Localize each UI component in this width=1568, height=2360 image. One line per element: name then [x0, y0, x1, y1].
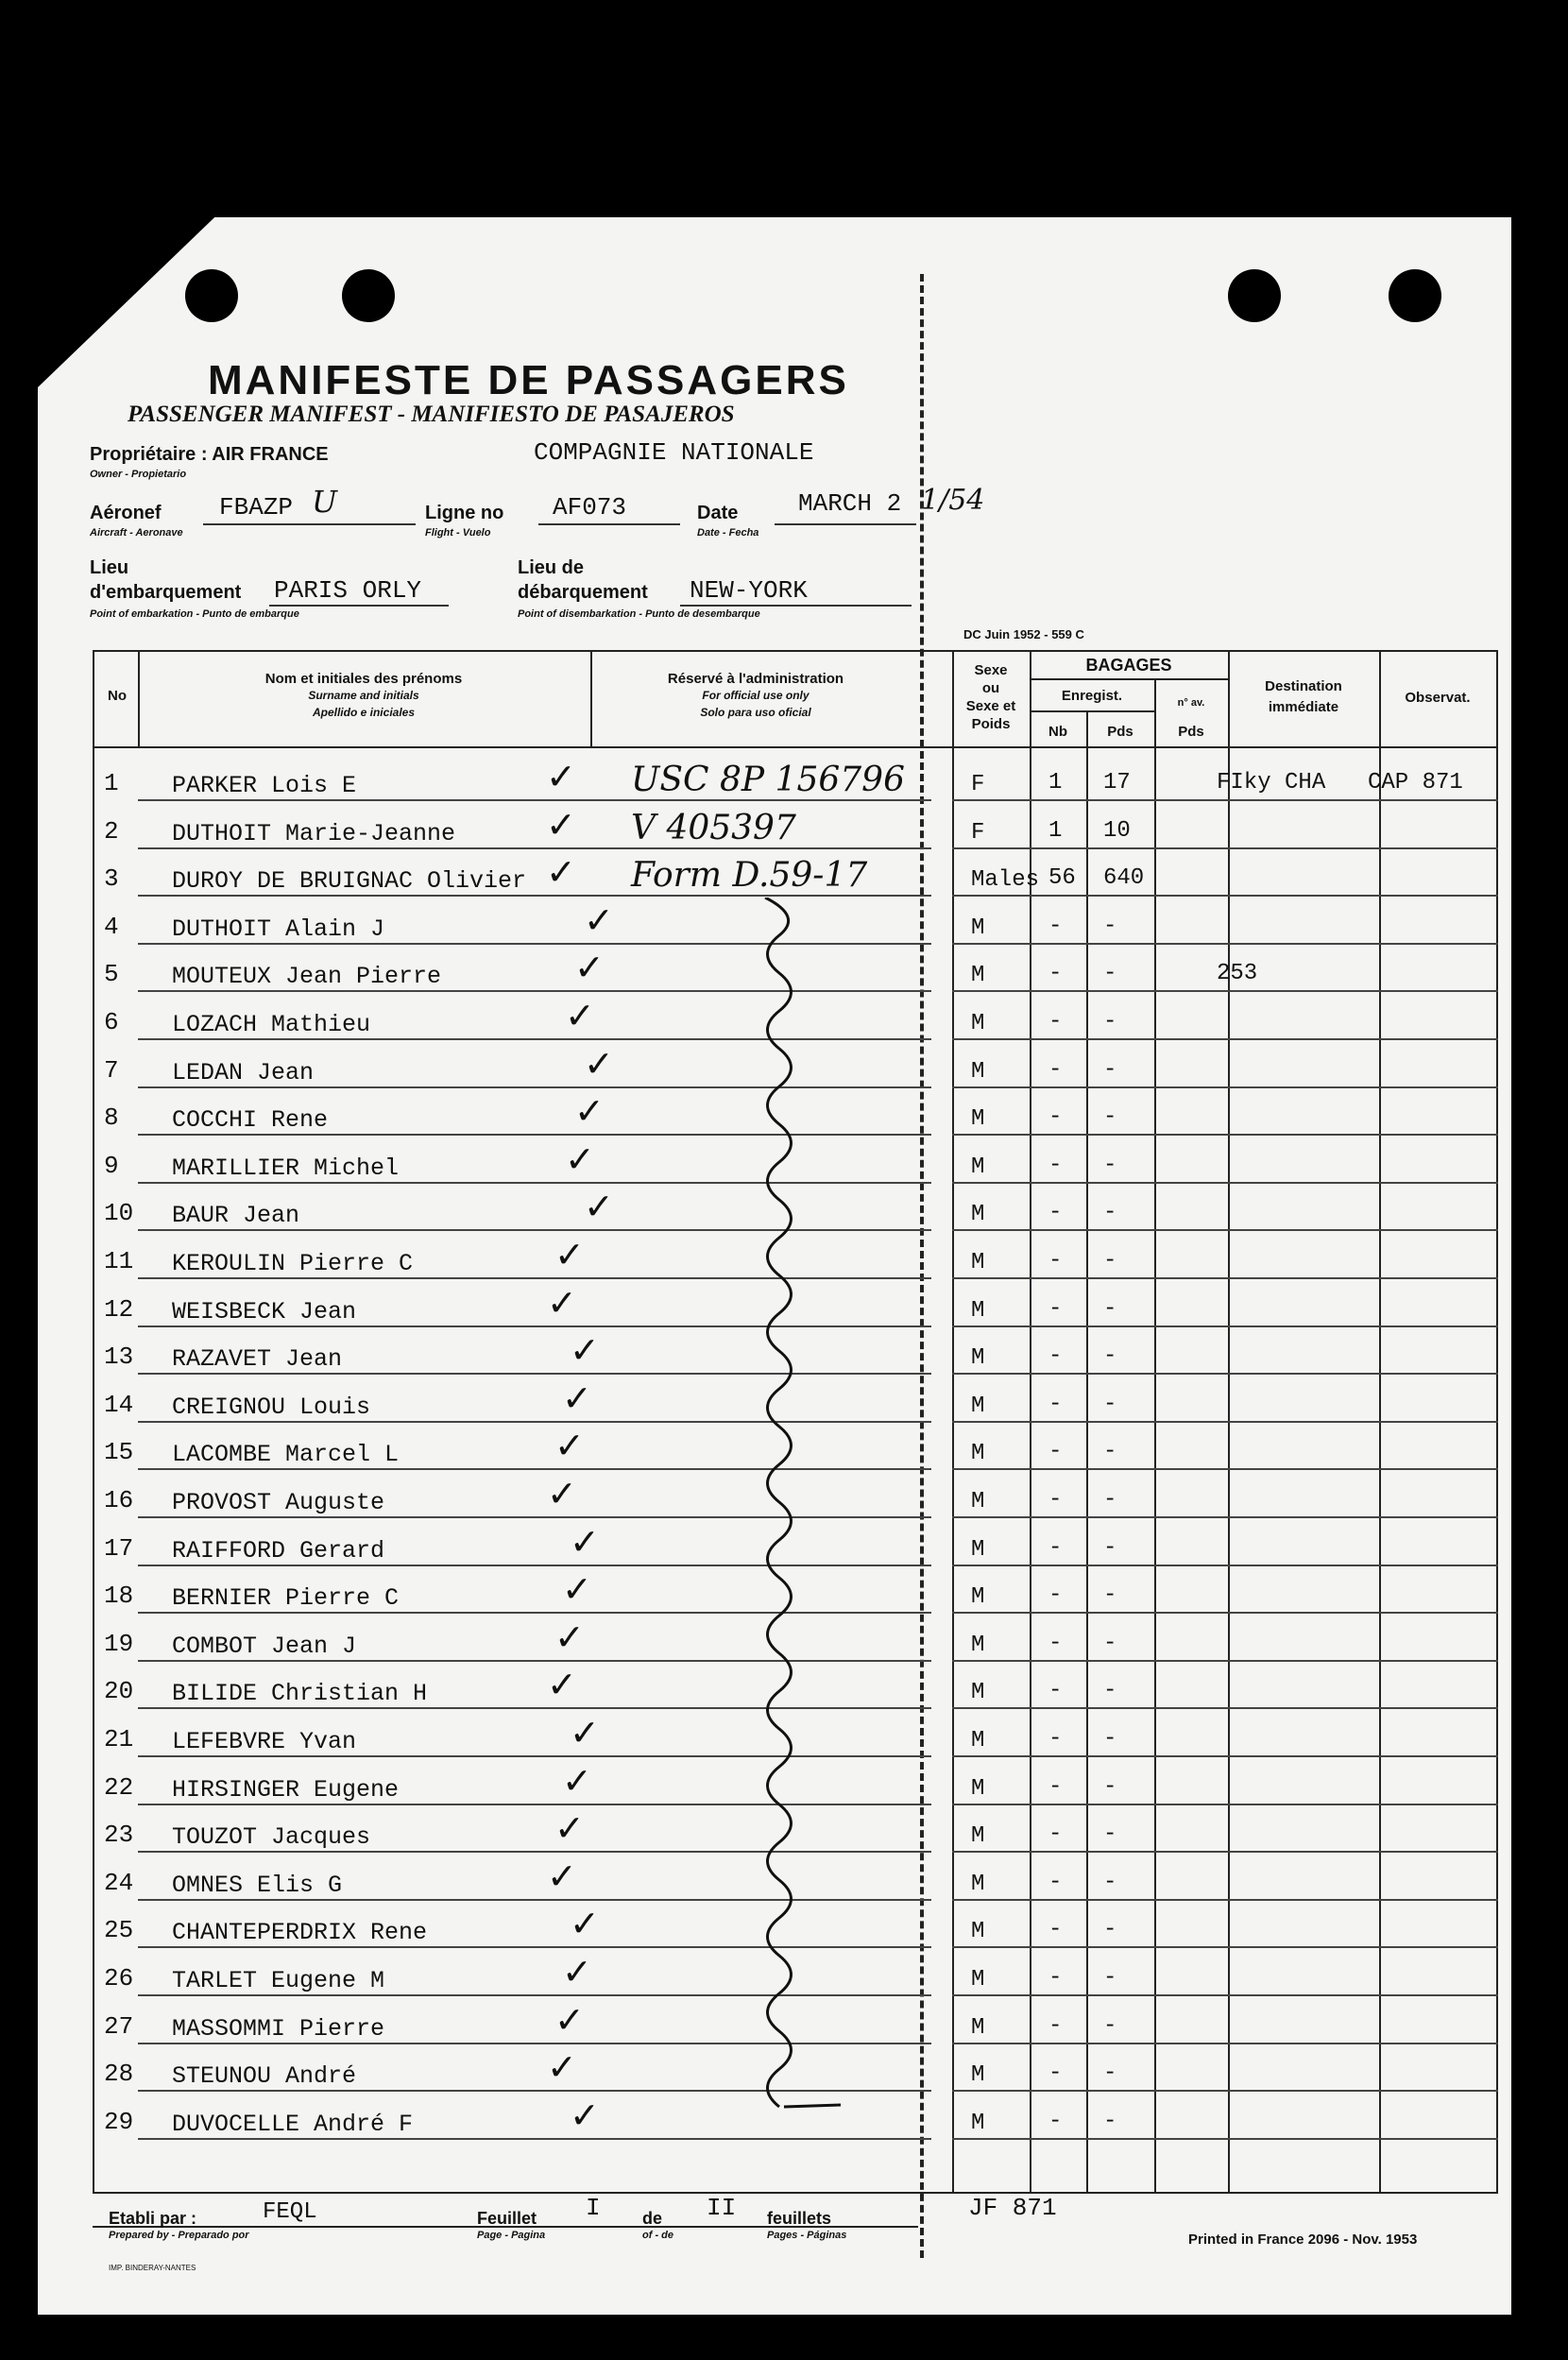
embark-label-2: d'embarquement: [90, 582, 242, 603]
row-number: 25: [104, 1916, 134, 1945]
aircraft-label: Aéronef: [90, 503, 162, 523]
row-number: 3: [104, 864, 119, 894]
sheet-sub: Page - Pagina: [477, 2230, 546, 2241]
passenger-name: LOZACH Mathieu: [172, 1011, 371, 1038]
passenger-name: COMBOT Jean J: [172, 1632, 357, 1660]
admin-note: V 405397: [631, 808, 796, 847]
passenger-name: MASSOMMI Pierre: [172, 2014, 385, 2043]
check-mark: ✓: [565, 995, 595, 1036]
passenger-name: DUROY DE BRUIGNAC Olivier: [172, 867, 527, 896]
check-mark: ✓: [574, 947, 605, 989]
baggage-count: -: [1048, 1582, 1063, 1609]
passenger-name: RAIFFORD Gerard: [172, 1536, 385, 1565]
form-reference: DC Juin 1952 - 559 C: [963, 627, 1084, 641]
col-divider: [138, 650, 140, 746]
col-header-nb: Nb: [1048, 724, 1067, 740]
prepared-label: Etabli par :: [109, 2209, 197, 2228]
embark-label-1: Lieu: [90, 557, 129, 578]
passenger-name: HIRSINGER Eugene: [172, 1775, 400, 1804]
col-header-sex-4: Poids: [971, 716, 1011, 732]
row-number: 28: [104, 2060, 134, 2089]
observation: CAP 871: [1368, 770, 1463, 795]
baggage-weight: -: [1103, 1917, 1117, 1943]
col-header-sex: [952, 661, 1030, 733]
baggage-weight: -: [1103, 1009, 1117, 1035]
of-value: II: [707, 2194, 737, 2222]
passenger-sex: M: [971, 1584, 985, 1611]
col-header-admin-es: Solo para uso oficial: [700, 706, 811, 719]
baggage-count: -: [1048, 1056, 1063, 1083]
passenger-sex: M: [971, 1154, 985, 1180]
passenger-sex: M: [971, 1823, 985, 1850]
baggage-count: -: [1048, 1343, 1063, 1370]
row-underline: [138, 2138, 931, 2140]
passenger-name: LACOMBE Marcel L: [172, 1441, 400, 1469]
passenger-sex: M: [971, 1106, 985, 1133]
baggage-weight: -: [1103, 2108, 1117, 2134]
row-number: 10: [104, 1199, 134, 1228]
check-mark: ✓: [565, 1137, 595, 1180]
disembark-underline: [680, 605, 912, 607]
continuation-wave: [737, 898, 860, 2126]
passenger-name: TARLET Eugene M: [172, 1967, 385, 1994]
row-number: 7: [104, 1055, 119, 1085]
row-number: 23: [104, 1821, 134, 1850]
passenger-name: COCCHI Rene: [172, 1106, 329, 1135]
baggage-count: -: [1048, 2061, 1063, 2087]
passenger-name: BILIDE Christian H: [172, 1680, 428, 1708]
passenger-sex: M: [971, 1058, 985, 1085]
passenger-name: CHANTEPERDRIX Rene: [172, 1919, 428, 1947]
passenger-sex: F: [971, 819, 985, 846]
baggage-count: -: [1048, 1534, 1063, 1561]
baggage-weight: -: [1103, 1582, 1117, 1609]
check-mark: ✓: [562, 1377, 592, 1419]
baggage-count: -: [1048, 1630, 1063, 1656]
check-mark: ✓: [547, 1664, 577, 1706]
check-mark: ✓: [562, 1759, 592, 1802]
col-header-admin-en: For official use only: [702, 689, 810, 702]
baggage-count: 1: [1048, 817, 1063, 844]
printed-note: Printed in France 2096 - Nov. 1953: [1188, 2232, 1418, 2248]
baggage-count: -: [1048, 1726, 1063, 1752]
row-number: 1: [104, 769, 119, 797]
check-mark: ✓: [554, 1234, 585, 1275]
check-mark: ✓: [547, 1281, 577, 1324]
col-header-sex-1: Sexe: [974, 662, 1008, 678]
passenger-sex: M: [971, 2110, 985, 2136]
admin-note: Form D.59-17: [631, 856, 868, 896]
baggage-count: -: [1048, 1152, 1063, 1178]
row-number: 20: [104, 1677, 134, 1706]
col-header-extra: n° av.: [1177, 697, 1205, 709]
passenger-name: PARKER Lois E: [172, 772, 357, 799]
baggage-weight: -: [1103, 1152, 1117, 1178]
baggage-count: -: [1048, 913, 1063, 939]
row-number: 29: [104, 2107, 134, 2136]
check-mark: ✓: [547, 1855, 577, 1897]
col-header-name: [142, 671, 586, 721]
baggage-count: -: [1048, 1869, 1063, 1895]
aircraft-handwritten: U: [312, 484, 337, 520]
punch-hole: [1228, 269, 1281, 322]
baggage-count: 1: [1048, 770, 1063, 795]
check-mark: ✓: [570, 1520, 600, 1563]
aircraft-underline: [203, 523, 416, 525]
col-header-admin: [595, 671, 916, 721]
baggage-weight: 17: [1103, 770, 1131, 795]
passenger-sex: M: [971, 1632, 985, 1658]
passenger-sex: M: [971, 1680, 985, 1706]
date-label: Date: [697, 503, 739, 523]
check-mark: ✓: [554, 1425, 585, 1467]
check-mark: ✓: [562, 1568, 592, 1611]
baggage-weight: -: [1103, 1965, 1117, 1991]
baggage-count: -: [1048, 1821, 1063, 1848]
date-handwritten: 1/54: [921, 484, 985, 517]
row-number: 12: [104, 1294, 134, 1324]
col-header-destination: [1228, 676, 1379, 718]
owner-sub: Owner - Propietario: [90, 469, 187, 480]
prepared-sub: Prepared by - Preparado por: [109, 2230, 249, 2241]
baggage-weight: -: [1103, 1821, 1117, 1848]
passenger-name: RAZAVET Jean: [172, 1345, 343, 1374]
passenger-sex: M: [971, 1441, 985, 1467]
flight-label: Ligne no: [425, 503, 504, 523]
baggage-count: -: [1048, 1295, 1063, 1322]
embark-underline: [269, 605, 449, 607]
baggage-count: -: [1048, 2108, 1063, 2134]
baggage-weight: -: [1103, 2061, 1117, 2087]
baggage-weight: -: [1103, 913, 1117, 939]
passenger-sex: M: [971, 1345, 985, 1372]
col-header-dest-1: Destination: [1265, 678, 1342, 694]
passenger-name: LEFEBVRE Yvan: [172, 1728, 357, 1755]
row-number: 16: [104, 1486, 134, 1514]
baggage-count: -: [1048, 1104, 1063, 1131]
passenger-name: WEISBECK Jean: [172, 1297, 357, 1325]
table-header-border: [93, 746, 1498, 748]
col-header-observations: Observat.: [1405, 690, 1471, 706]
baggage-count: -: [1048, 1678, 1063, 1704]
table-top-border: [93, 650, 1498, 652]
row-number: 6: [104, 1008, 119, 1036]
passenger-name: LEDAN Jean: [172, 1058, 315, 1086]
baggage-count: -: [1048, 1248, 1063, 1274]
col-header-name-fr: Nom et initiales des prénoms: [264, 671, 463, 687]
row-number: 13: [104, 1342, 134, 1372]
row-number: 11: [104, 1247, 134, 1275]
baggage-header-border: [1030, 678, 1228, 680]
passenger-name: MOUTEUX Jean Pierre: [172, 963, 442, 991]
passenger-sex: M: [971, 2014, 985, 2041]
passenger-sex: M: [971, 1250, 985, 1275]
baggage-count: -: [1048, 1200, 1063, 1226]
baggage-count: -: [1048, 1487, 1063, 1513]
row-number: 5: [104, 960, 119, 989]
row-number: 18: [104, 1582, 134, 1611]
baggage-count: -: [1048, 1391, 1063, 1417]
date-sub: Date - Fecha: [697, 527, 759, 539]
baggage-count: 56: [1048, 865, 1076, 892]
passenger-name: MARILLIER Michel: [172, 1154, 400, 1182]
manifest-subtitle: PASSENGER MANIFEST - MANIFIESTO DE PASAJEROS: [128, 402, 735, 427]
baggage-weight: -: [1103, 1056, 1117, 1083]
row-number: 2: [104, 816, 119, 846]
col-header-num: No: [108, 688, 127, 704]
baggage-weight: -: [1103, 1726, 1117, 1752]
passenger-sex: M: [971, 915, 985, 941]
row-number: 22: [104, 1772, 134, 1802]
flight-underline: [538, 523, 680, 525]
passenger-name: CREIGNOU Louis: [172, 1393, 371, 1421]
table-row: [93, 847, 1498, 897]
passenger-name: STEUNOU André: [172, 2062, 357, 2091]
col-header-sex-3: Sexe et: [965, 698, 1016, 714]
passenger-sex: M: [971, 1775, 985, 1802]
passenger-sex: F: [971, 772, 985, 797]
disembark-sub: Point of disembarkation - Punto de desembarque: [518, 608, 760, 620]
passenger-sex: M: [971, 1871, 985, 1897]
check-mark: ✓: [574, 1090, 605, 1133]
baggage-weight: -: [1103, 1200, 1117, 1226]
of-label: de: [642, 2209, 663, 2228]
col-header-sex-2: ou: [981, 680, 1000, 696]
passenger-sex: M: [971, 1536, 985, 1563]
check-mark: ✓: [562, 1951, 592, 1992]
destination: 253: [1217, 961, 1258, 987]
baggage-weight: -: [1103, 1869, 1117, 1895]
aircraft-value: FBAZP: [219, 493, 294, 522]
col-header-name-es: Apellido e iniciales: [312, 706, 416, 719]
check-mark: ✓: [547, 2046, 577, 2089]
disembark-label-1: Lieu de: [518, 557, 585, 578]
punch-hole: [185, 269, 238, 322]
manifest-title: MANIFESTE DE PASSAGERS: [208, 357, 849, 403]
col-header-baggage: BAGAGES: [1085, 656, 1172, 675]
prepared-value: FEQL: [263, 2199, 317, 2225]
passenger-sex: Males: [971, 867, 1040, 894]
sheet-value: I: [586, 2194, 601, 2222]
passenger-name: BERNIER Pierre C: [172, 1584, 400, 1613]
row-number: 24: [104, 1868, 134, 1897]
baggage-weight: -: [1103, 1534, 1117, 1561]
punch-hole: [1389, 269, 1441, 322]
col-header-dest-2: immédiate: [1268, 699, 1339, 715]
passenger-sex: M: [971, 1202, 985, 1228]
check-mark: ✓: [570, 1329, 600, 1372]
baggage-count: -: [1048, 1439, 1063, 1465]
admin-note: USC 8P 156796: [631, 761, 905, 799]
row-number: 9: [104, 1151, 119, 1180]
embark-sub: Point of embarkation - Punto de embarque: [90, 608, 299, 620]
row-number: 17: [104, 1533, 134, 1563]
aircraft-sub: Aircraft - Aeronave: [90, 527, 183, 539]
disembark-label-2: débarquement: [518, 582, 648, 603]
row-number: 21: [104, 1725, 134, 1753]
row-number: 8: [104, 1103, 119, 1133]
baggage-weight: -: [1103, 1391, 1117, 1417]
baggage-weight: -: [1103, 2012, 1117, 2039]
baggage-count: -: [1048, 2012, 1063, 2039]
baggage-weight: -: [1103, 1248, 1117, 1274]
baggage-weight: -: [1103, 1343, 1117, 1370]
passenger-sex: M: [971, 1967, 985, 1992]
baggage-weight: -: [1103, 1630, 1117, 1656]
passenger-sex: M: [971, 963, 985, 989]
passenger-name: DUTHOIT Alain J: [172, 915, 385, 943]
baggage-weight: 10: [1103, 817, 1131, 844]
row-number: 14: [104, 1390, 134, 1419]
passenger-name: TOUZOT Jacques: [172, 1823, 371, 1852]
passenger-sex: M: [971, 1393, 985, 1419]
passenger-name: BAUR Jean: [172, 1202, 300, 1230]
sheets-label: feuillets: [767, 2209, 832, 2228]
printer-note: IMP. BINDERAY-NANTES: [109, 2264, 196, 2272]
check-mark: ✓: [554, 1807, 585, 1850]
check-mark: ✓: [570, 2094, 600, 2136]
flight-note: JF 871: [968, 2194, 1057, 2222]
passenger-sex: M: [971, 1728, 985, 1753]
baggage-weight: -: [1103, 961, 1117, 987]
passenger-sex: M: [971, 1011, 985, 1036]
baggage-weight: -: [1103, 1295, 1117, 1322]
row-number: 4: [104, 912, 119, 941]
check-mark: ✓: [554, 1998, 585, 2041]
check-mark: ✓: [570, 1712, 600, 1753]
row-number: 27: [104, 2011, 134, 2041]
baggage-count: -: [1048, 1917, 1063, 1943]
date-value: MARCH 2: [798, 489, 902, 518]
baggage-weight: -: [1103, 1487, 1117, 1513]
passenger-sex: M: [971, 2062, 985, 2089]
baggage-weight: 640: [1103, 865, 1145, 892]
passenger-sex: M: [971, 1919, 985, 1945]
row-underline-right: [952, 2138, 1498, 2140]
passenger-sex: M: [971, 1297, 985, 1324]
col-header-name-en: Surname and initials: [308, 689, 419, 702]
date-underline: [775, 523, 916, 525]
col-header-registered: Enregist.: [1061, 688, 1123, 704]
check-mark: ✓: [547, 1473, 577, 1514]
passenger-name: DUVOCELLE André F: [172, 2110, 414, 2138]
sheet-label: Feuillet: [477, 2209, 537, 2228]
check-mark: ✓: [584, 1042, 614, 1085]
table-row: [93, 752, 1498, 801]
sheets-sub: Pages - Páginas: [767, 2230, 847, 2241]
passenger-name: PROVOST Auguste: [172, 1489, 385, 1516]
registered-header-border: [1030, 710, 1154, 712]
table-row: [93, 800, 1498, 849]
row-number: 19: [104, 1629, 134, 1658]
punch-hole: [342, 269, 395, 322]
destination: FIky CHA: [1217, 770, 1326, 795]
check-mark: ✓: [584, 898, 614, 941]
check-mark: ✓: [584, 1186, 614, 1228]
of-sub: of - de: [642, 2230, 673, 2241]
col-header-admin-fr: Réservé à l'administration: [667, 671, 844, 687]
baggage-count: -: [1048, 1009, 1063, 1035]
passenger-name: KEROULIN Pierre C: [172, 1250, 414, 1277]
check-mark: ✓: [570, 1903, 600, 1945]
col-header-extra-pds: Pds: [1178, 724, 1204, 740]
flight-value: AF073: [553, 493, 627, 522]
passenger-name: DUTHOIT Marie-Jeanne: [172, 819, 456, 847]
row-number: 15: [104, 1438, 134, 1467]
table-bottom-border: [93, 2192, 1498, 2194]
check-mark: ✓: [546, 803, 576, 846]
baggage-weight: -: [1103, 1773, 1117, 1800]
passenger-name: OMNES Elis G: [172, 1871, 343, 1899]
check-mark: ✓: [546, 756, 576, 797]
baggage-count: -: [1048, 1773, 1063, 1800]
baggage-weight: -: [1103, 1678, 1117, 1704]
owner-label: Propriétaire : AIR FRANCE: [90, 444, 329, 465]
baggage-weight: -: [1103, 1439, 1117, 1465]
check-mark: ✓: [546, 851, 576, 894]
owner-value: COMPAGNIE NATIONALE: [534, 438, 814, 467]
col-header-pds: Pds: [1107, 724, 1133, 740]
disembark-value: NEW-YORK: [690, 576, 808, 605]
row-number: 26: [104, 1964, 134, 1992]
embark-value: PARIS ORLY: [274, 576, 422, 605]
baggage-weight: -: [1103, 1104, 1117, 1131]
flight-sub: Flight - Vuelo: [425, 527, 491, 539]
baggage-count: -: [1048, 961, 1063, 987]
passenger-sex: M: [971, 1489, 985, 1514]
check-mark: ✓: [554, 1616, 585, 1658]
baggage-count: -: [1048, 1965, 1063, 1991]
col-divider: [590, 650, 592, 746]
